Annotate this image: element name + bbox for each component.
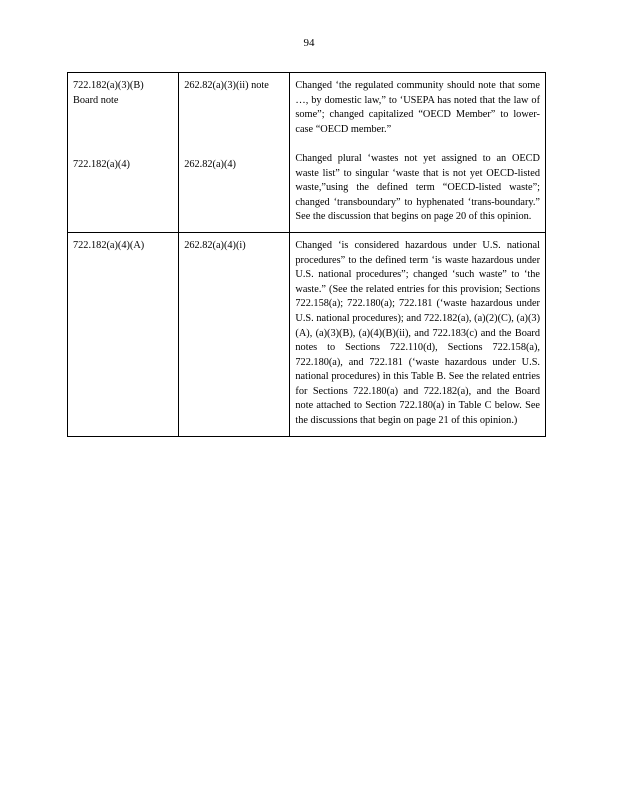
change-description-cell — [290, 232, 546, 436]
change-description: Changed ‘is considered hazardous under U.S. national procedures” to the defined term ‘is waste hazardous under U.S. national procedures”; changed ‘such waste” to ‘the waste.” (See the related entries for this provision; Sections 722.158(a); 722.180(a); 722.181 (‘waste hazardous under U.S. national procedures); and 722.182(a), (a)(2)(C), (a)(3)(A), (a)(3)(B), (a)(4)(B)(ii), and 722.183(c) and the Board notes to Sections 722.110(d), Sections 722.158(a), 722.180(a), and 722.181 (‘waste hazardous under U.S. national procedures) in this Table B. See the related entries for Sections 722.180(a) and 722.182(a), and the Board note attached to Section 722.180(a) in Table C below. See the discussions that begin on page 21 of this opinion.) — [295, 239, 540, 427]
federal-section: 262.82(a)(4) — [184, 159, 236, 171]
illinois-section-cell — [68, 73, 179, 233]
change-description-cell — [290, 73, 546, 233]
change-description: Changed ‘the regulated community should note that some …, by domestic law,” to ‘USEPA has noted that the law of some”; changed capitalized “OECD Member” to lower-case “OECD member.” — [295, 80, 540, 135]
illinois-section: 722.182(a)(3)(B) Board note — [73, 80, 144, 106]
amendments-table — [67, 72, 546, 437]
page-number: 94 — [303, 37, 315, 49]
change-description: Changed plural ‘wastes not yet assigned to an OECD waste list” to singular ‘waste that is not yet OECD-listed waste,”using the defined term “OECD-listed waste”; changed ‘transboundary” to hyphenated ‘trans-boundary.” See the discussion that begins on page 20 of this opinion. — [295, 152, 540, 223]
federal-section-cell — [179, 232, 290, 436]
federal-section: 262.82(a)(3)(ii) note — [184, 80, 269, 91]
federal-section: 262.82(a)(4)(i) — [184, 239, 246, 251]
illinois-section: 722.182(a)(4) — [73, 159, 130, 171]
illinois-section-cell — [68, 232, 179, 436]
federal-section-cell — [179, 73, 290, 233]
illinois-section: 722.182(a)(4)(A) — [73, 239, 145, 251]
table-row — [68, 73, 546, 233]
table-row — [68, 232, 546, 436]
